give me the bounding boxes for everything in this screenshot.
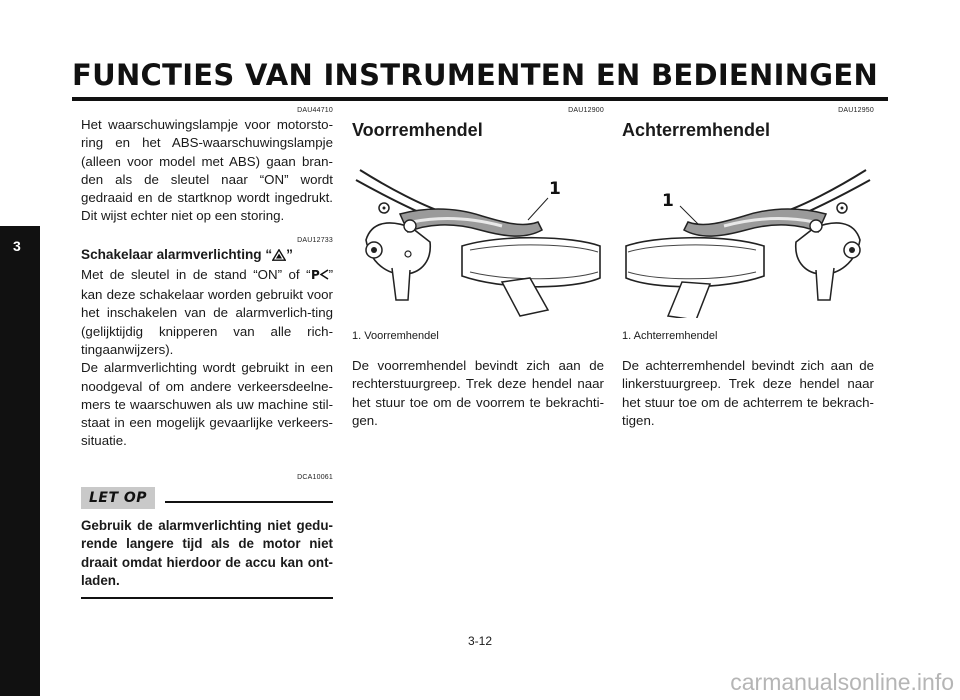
notice-bottom-rule [81,597,333,599]
column-2 [352,106,604,430]
hazard-triangle-icon [272,248,286,266]
hazard-switch-heading [81,246,333,266]
paragraph-text: Met de sleutel in de stand “ON” of “ [81,266,311,282]
parking-position-icon [311,268,329,286]
column-1 [81,106,333,599]
chapter-number: 3 [13,238,21,254]
paragraph-text-end: ” kan deze schakelaar worden gebruikt voor het inschakelen van de alarmverlich-ting (gelijktijdig knipperen van alle rich-tingaanwijzers). [81,266,333,357]
section-code: DAU12733 [297,236,333,244]
section-code: DCA10061 [297,473,333,481]
figure-caption: 1. Voorremhendel [352,330,439,342]
heading-text-end: ” [286,246,293,262]
column-3 [622,106,874,430]
watermark: carmanualsonline.info [730,669,954,695]
notice-rule [165,501,333,503]
hazard-usage-paragraph: De alarmverlichting wordt gebruikt in een noodgeval of om andere verkeersdeelne-mers te waarschuwen als uw machine stil-staat in een mogelijk gevaarlijke verkeers-situatie. [81,360,333,449]
rear-brake-lever-illustration [622,150,874,323]
hazard-switch-paragraph [81,266,333,359]
notice-banner [81,487,333,509]
rear-brake-paragraph: De achterremhendel bevindt zich aan de linkerstuurgreep. Trek deze hendel naar het stuur toe om de achterrem te bekrach-tigen. [622,358,874,428]
callout-number: 1 [549,179,561,199]
page-header-title: FUNCTIES VAN INSTRUMENTEN EN BEDIENINGEN [72,58,879,92]
notice-text: Gebruik de alarmverlichting niet gedu-rende langere tijd als de motor niet draait omdat hierdoor de accu kan ont-laden. [81,517,333,589]
rear-brake-heading: Achterremhendel [622,120,771,140]
heading-text: Schakelaar alarmverlichting “ [81,246,273,262]
front-brake-lever-illustration [352,150,604,323]
callout-number: 1 [662,191,674,211]
header-rule [72,97,888,101]
section-code: DAU12900 [568,107,604,114]
figure-caption: 1. Achterremhendel [622,330,718,342]
chapter-tab [0,226,40,696]
notice-label: LET OP [81,487,155,509]
warning-lamp-paragraph: Het waarschuwingslampje voor motorsto-ring en het ABS-waarschuwingslampje (alleen voor model met ABS) gaan bran-den als de sleutel naar “ON” wordt gedraaid en de startknop wordt ingedrukt. Dit wijst echter niet op een storing. [81,117,333,224]
section-code: DAU44710 [297,107,333,114]
front-brake-paragraph: De voorremhendel bevindt zich aan de rechterstuurgreep. Trek deze hendel naar het stuur toe om de voorrem te bekrachti-gen. [352,358,604,428]
page-number: 3-12 [467,634,493,648]
front-brake-heading: Voorremhendel [352,120,483,140]
svg-text:P: P [310,267,320,281]
section-code: DAU12950 [838,107,874,114]
